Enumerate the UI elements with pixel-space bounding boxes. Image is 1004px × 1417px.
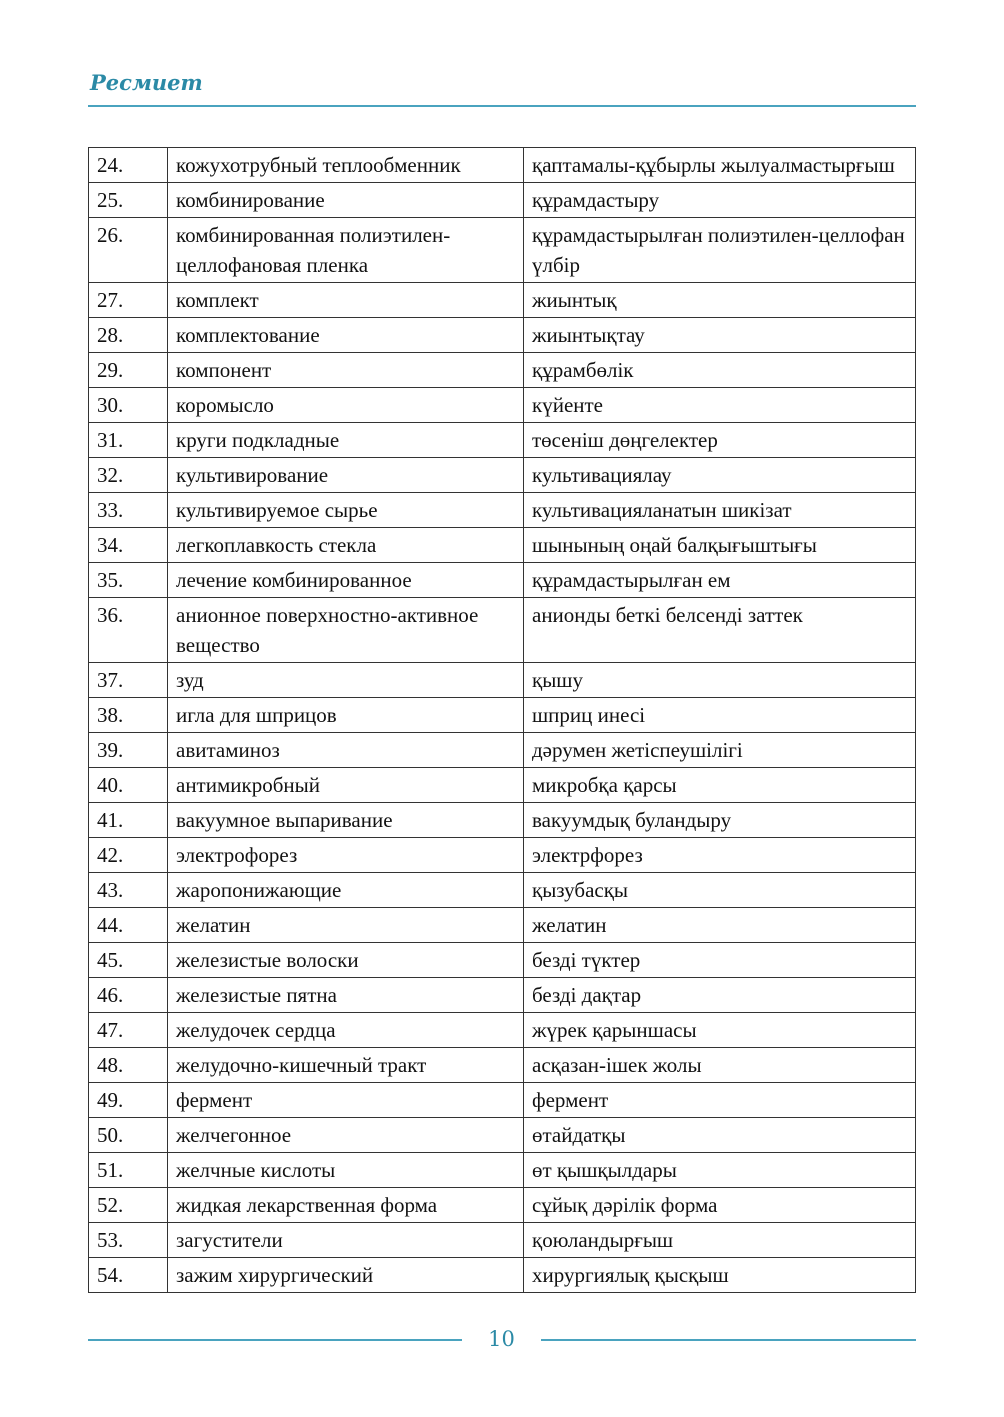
term-number: 31. [89,423,168,458]
russian-term: электрофорез [168,838,524,873]
table-row [89,1188,916,1223]
russian-term: анионное поверхностно-активное вещество [168,598,524,663]
kazakh-term: күйенте [524,388,916,423]
kazakh-term: хирургиялық қысқыш [524,1258,916,1293]
kazakh-term: сұйық дәрілік форма [524,1188,916,1223]
russian-term: круги подкладные [168,423,524,458]
term-number: 32. [89,458,168,493]
russian-term: железистые волоски [168,943,524,978]
footer-divider-left [88,1339,462,1341]
russian-term: комбинированная полиэтилен-целлофановая пленка [168,218,524,283]
kazakh-term: безді түктер [524,943,916,978]
kazakh-term: шприц инесі [524,698,916,733]
term-number: 37. [89,663,168,698]
russian-term: культивирование [168,458,524,493]
table-row [89,803,916,838]
russian-term: культивируемое сырье [168,493,524,528]
table-row [89,148,916,183]
kazakh-term: құрамдастырылған ем [524,563,916,598]
term-number: 28. [89,318,168,353]
kazakh-term: дәрумен жетіспеушілігі [524,733,916,768]
russian-term: вакуумное выпаривание [168,803,524,838]
kazakh-term: жиынтықтау [524,318,916,353]
russian-term: железистые пятна [168,978,524,1013]
russian-term: зуд [168,663,524,698]
term-number: 53. [89,1223,168,1258]
russian-term: желудочно-кишечный тракт [168,1048,524,1083]
kazakh-term: культивацияланатын шикізат [524,493,916,528]
table-row [89,873,916,908]
terminology-table-body [89,148,916,1293]
term-number: 45. [89,943,168,978]
russian-term: зажим хирургический [168,1258,524,1293]
russian-term: легкоплавкость стекла [168,528,524,563]
kazakh-term: құрамбөлік [524,353,916,388]
russian-term: жидкая лекарственная форма [168,1188,524,1223]
kazakh-term: қызубасқы [524,873,916,908]
table-row [89,908,916,943]
table-row [89,493,916,528]
kazakh-term: микробқа қарсы [524,768,916,803]
term-number: 43. [89,873,168,908]
kazakh-term: құрамдастыру [524,183,916,218]
term-number: 27. [89,283,168,318]
term-number: 42. [89,838,168,873]
table-row [89,563,916,598]
kazakh-term: төсеніш дөңгелектер [524,423,916,458]
table-row [89,458,916,493]
russian-term: комплект [168,283,524,318]
table-row [89,768,916,803]
russian-term: фермент [168,1083,524,1118]
term-number: 47. [89,1013,168,1048]
russian-term: кожухотрубный теплообменник [168,148,524,183]
term-number: 49. [89,1083,168,1118]
table-row [89,1258,916,1293]
russian-term: желудочек сердца [168,1013,524,1048]
table-row [89,1083,916,1118]
table-row [89,183,916,218]
term-number: 52. [89,1188,168,1223]
table-row [89,598,916,663]
term-number: 35. [89,563,168,598]
russian-term: компонент [168,353,524,388]
table-row [89,943,916,978]
table-row [89,978,916,1013]
kazakh-term: культивациялау [524,458,916,493]
russian-term: загустители [168,1223,524,1258]
term-number: 33. [89,493,168,528]
kazakh-term: вакуумдық буландыру [524,803,916,838]
kazakh-term: шынының оңай балқығыштығы [524,528,916,563]
header-divider [88,105,916,107]
table-row [89,423,916,458]
russian-term: желчегонное [168,1118,524,1153]
russian-term: комплектование [168,318,524,353]
table-row [89,283,916,318]
kazakh-term: безді дақтар [524,978,916,1013]
term-number: 30. [89,388,168,423]
term-number: 25. [89,183,168,218]
term-number: 54. [89,1258,168,1293]
kazakh-term: өтайдатқы [524,1118,916,1153]
term-number: 51. [89,1153,168,1188]
kazakh-term: қоюландырғыш [524,1223,916,1258]
kazakh-term: қаптамалы-құбырлы жылуалмастырғыш [524,148,916,183]
page-number: 10 [488,1327,515,1351]
kazakh-term: қышу [524,663,916,698]
table-row [89,838,916,873]
term-number: 26. [89,218,168,283]
term-number: 34. [89,528,168,563]
term-number: 41. [89,803,168,838]
russian-term: коромысло [168,388,524,423]
term-number: 38. [89,698,168,733]
kazakh-term: жүрек қарыншасы [524,1013,916,1048]
running-header-title: Ресмиет [90,70,203,95]
table-row [89,663,916,698]
footer-divider-right [541,1339,916,1341]
table-row [89,528,916,563]
table-row [89,1153,916,1188]
table-row [89,1223,916,1258]
russian-term: авитаминоз [168,733,524,768]
russian-term: антимикробный [168,768,524,803]
term-number: 46. [89,978,168,1013]
russian-term: жаропонижающие [168,873,524,908]
term-number: 29. [89,353,168,388]
russian-term: комбинирование [168,183,524,218]
table-row [89,733,916,768]
table-row [89,318,916,353]
term-number: 24. [89,148,168,183]
table-row [89,1048,916,1083]
term-number: 48. [89,1048,168,1083]
table-row [89,353,916,388]
kazakh-term: құрамдастырылған полиэтилен-целлофан үлбір [524,218,916,283]
term-number: 50. [89,1118,168,1153]
russian-term: игла для шприцов [168,698,524,733]
kazakh-term: электрфорез [524,838,916,873]
term-number: 36. [89,598,168,663]
term-number: 40. [89,768,168,803]
kazakh-term: фермент [524,1083,916,1118]
term-number: 44. [89,908,168,943]
kazakh-term: жиынтық [524,283,916,318]
russian-term: желчные кислоты [168,1153,524,1188]
russian-term: лечение комбинированное [168,563,524,598]
russian-term: желатин [168,908,524,943]
kazakh-term: өт қышқылдары [524,1153,916,1188]
terminology-table [88,147,916,1293]
table-row [89,1013,916,1048]
kazakh-term: анионды беткі белсенді заттек [524,598,916,663]
kazakh-term: желатин [524,908,916,943]
term-number: 39. [89,733,168,768]
kazakh-term: асқазан-ішек жолы [524,1048,916,1083]
table-row [89,698,916,733]
table-row [89,388,916,423]
table-row [89,218,916,283]
table-row [89,1118,916,1153]
